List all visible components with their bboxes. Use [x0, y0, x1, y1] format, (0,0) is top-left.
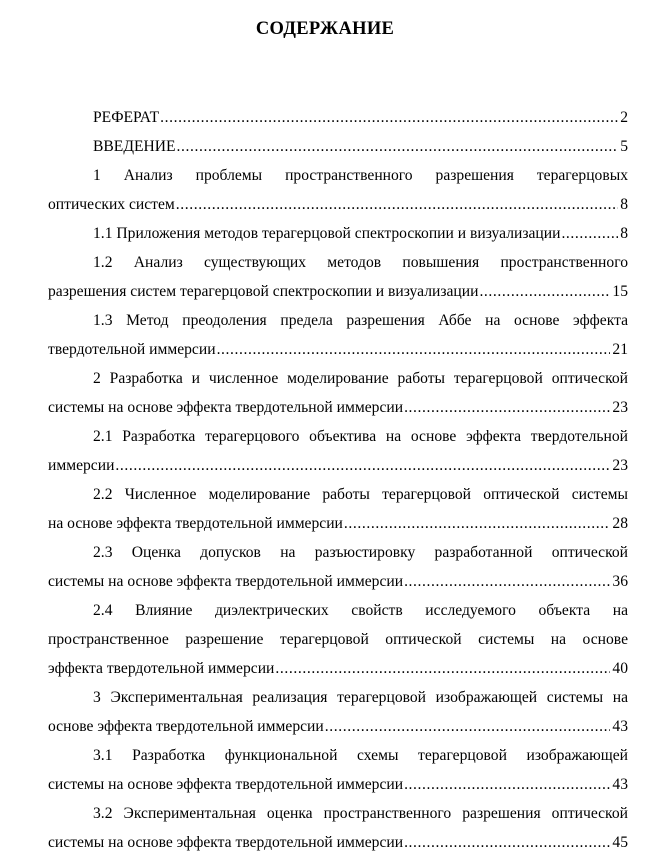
toc-entry[interactable] [48, 248, 628, 306]
toc-entry-text: твердотельной иммерсии [48, 341, 216, 358]
toc-entry[interactable] [48, 103, 628, 132]
toc-entry-text: 2.3 Оценка допусков на разъюстировку разработанной оптической [93, 544, 628, 561]
dot-leader [217, 335, 611, 364]
table-of-contents [48, 103, 628, 857]
toc-entry-text: ВВЕДЕНИЕ [93, 138, 176, 155]
page-title: СОДЕРЖАНИЕ [255, 19, 395, 39]
toc-entry-text: 2 Разработка и численное моделирование работы терагерцовой оптической [93, 370, 628, 387]
toc-entry-text: системы на основе эффекта твердотельной иммерсии [48, 399, 404, 416]
toc-page-number: 5 [620, 138, 628, 155]
toc-entry-text: 1.1 Приложения методов терагерцовой спектроскопии и визуализации [93, 225, 561, 242]
dot-leader [404, 770, 610, 799]
toc-page-number: 2 [620, 109, 628, 126]
toc-page-number: 43 [612, 776, 628, 793]
toc-entry[interactable] [48, 161, 628, 219]
toc-page-number: 28 [612, 515, 628, 532]
toc-entry-text: на основе эффекта твердотельной иммерсии [48, 515, 343, 532]
toc-entry[interactable] [48, 799, 628, 857]
toc-page-number: 40 [612, 660, 628, 677]
toc-entry-text: 3.2 Экспериментальная оценка пространственного разрешения оптической [93, 805, 628, 822]
toc-entry-text: системы на основе эффекта твердотельной иммерсии [48, 573, 404, 590]
dot-leader [325, 712, 611, 741]
toc-entry[interactable] [48, 480, 628, 538]
toc-entry-text: системы на основе эффекта твердотельной иммерсии [48, 834, 404, 851]
dot-leader [115, 451, 610, 480]
toc-entry[interactable] [48, 741, 628, 799]
dot-leader [344, 509, 611, 538]
toc-entry-text: 1 Анализ проблемы пространственного разрешения терагерцовых [93, 167, 628, 184]
toc-page-number: 15 [612, 283, 628, 300]
toc-entry-text: 2.2 Численное моделирование работы терагерцовой оптической системы [93, 486, 628, 503]
toc-entry-text: 3.1 Разработка функциональной схемы терагерцовой изображающей [93, 747, 628, 764]
toc-entry[interactable] [48, 422, 628, 480]
toc-entry-text: разрешения систем терагерцовой спектроскопии и визуализации [48, 283, 479, 300]
dot-leader [479, 277, 610, 306]
toc-entry-text: оптических систем [48, 196, 175, 213]
toc-entry-text: иммерсии [48, 457, 115, 474]
dot-leader [275, 654, 610, 683]
toc-page-number: 23 [612, 457, 628, 474]
toc-entry-text: 1.3 Метод преодоления предела разрешения Аббе на основе эффекта [93, 312, 628, 329]
dot-leader [404, 567, 610, 596]
toc-entry[interactable] [48, 219, 628, 248]
toc-entry-text: системы на основе эффекта твердотельной иммерсии [48, 776, 404, 793]
toc-entry-text: РЕФЕРАТ [93, 109, 160, 126]
toc-entry-text: 2.1 Разработка терагерцового объектива на основе эффекта твердотельной [93, 428, 628, 445]
toc-page-number: 45 [612, 834, 628, 851]
toc-page-number: 8 [620, 196, 628, 213]
toc-page-number: 8 [620, 225, 628, 242]
toc-entry-text: 2.4 Влияние диэлектрических свойств исследуемого объекта на [93, 602, 628, 619]
toc-page-number: 36 [612, 573, 628, 590]
toc-entry[interactable] [48, 132, 628, 161]
toc-entry-text: пространственное разрешение терагерцовой оптической системы на основе [48, 631, 628, 648]
toc-entry-text: основе эффекта твердотельной иммерсии [48, 718, 324, 735]
dot-leader [561, 219, 618, 248]
toc-entry[interactable] [48, 683, 628, 741]
toc-entry[interactable] [48, 538, 628, 596]
toc-entry[interactable] [48, 364, 628, 422]
dot-leader [404, 828, 610, 857]
toc-entry-text: 1.2 Анализ существующих методов повышения пространственного [93, 254, 628, 271]
dot-leader [176, 190, 618, 219]
toc-entry[interactable] [48, 306, 628, 364]
toc-entry[interactable] [48, 596, 628, 683]
dot-leader [160, 103, 618, 132]
toc-page-number: 23 [612, 399, 628, 416]
dot-leader [404, 393, 610, 422]
toc-page-number: 43 [612, 718, 628, 735]
toc-entry-text: 3 Экспериментальная реализация терагерцовой изображающей системы на [93, 689, 628, 706]
toc-page-number: 21 [612, 341, 628, 358]
toc-entry-text: эффекта твердотельной иммерсии [48, 660, 275, 677]
dot-leader [177, 132, 619, 161]
